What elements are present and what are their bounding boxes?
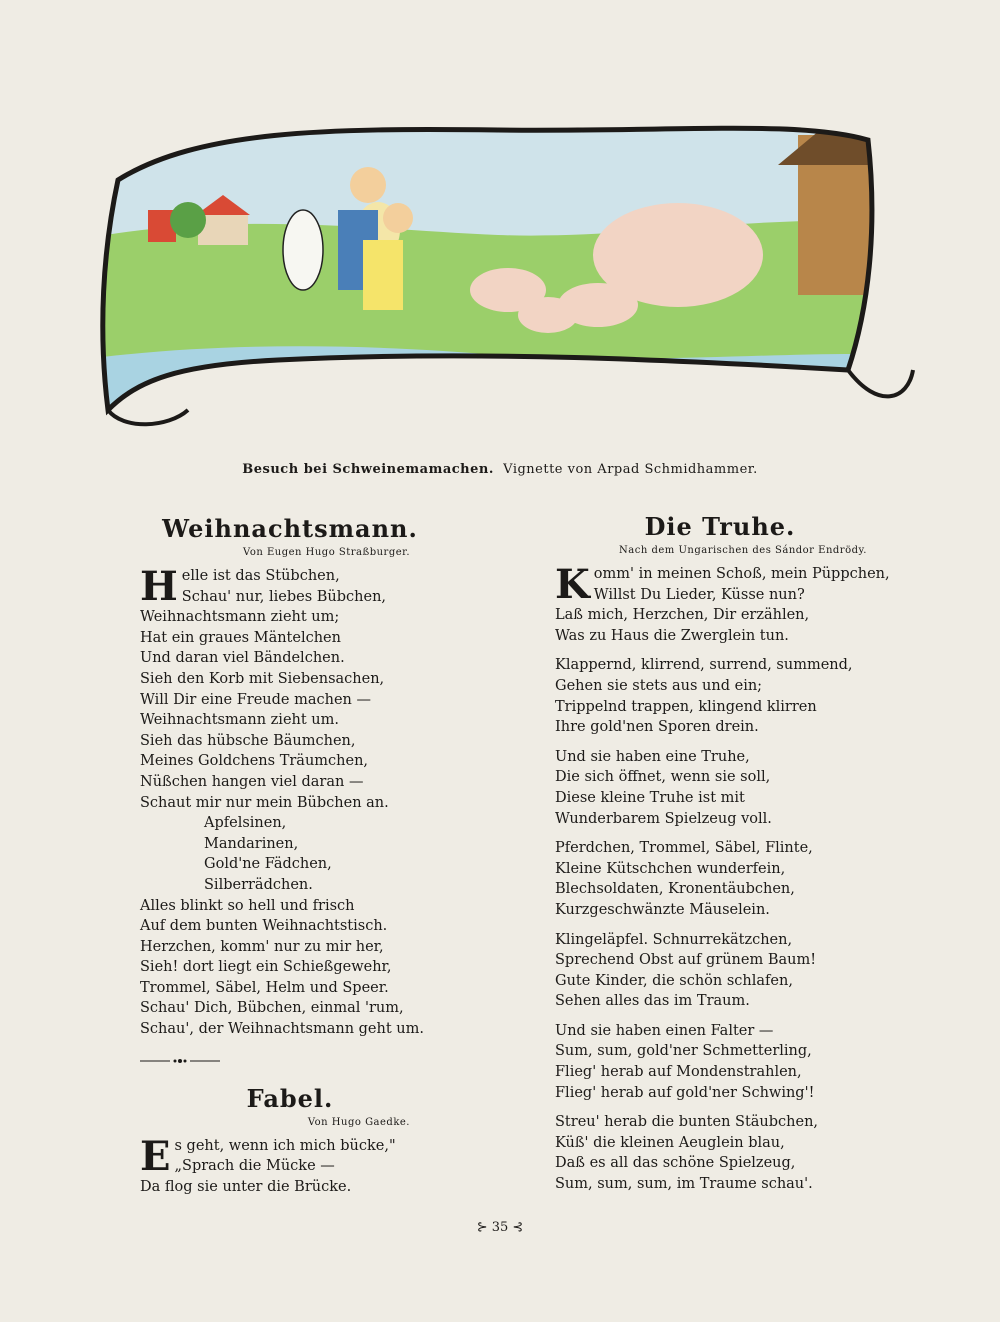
page-number-value: 35 xyxy=(491,1220,509,1235)
page-number: ⊱ 35 ⊰ xyxy=(476,1220,524,1235)
verse-line: Sum, sum, sum, im Traume schau'. xyxy=(555,1176,813,1193)
stanza xyxy=(555,838,885,920)
poem-byline: Nach dem Ungarischen des Sándor Endrödy. xyxy=(619,545,867,556)
verse-line: Schau' Dich, Bübchen, einmal 'rum, xyxy=(140,1000,404,1017)
verse-line: omm' in meinen Schoß, mein Püppchen, xyxy=(593,566,890,582)
caption-credit: Vignette von Arpad Schmidhammer. xyxy=(503,462,758,477)
vignette-caption xyxy=(0,462,1000,477)
verse-line: Da flog sie unter die Brücke. xyxy=(140,1178,352,1195)
verse-line: Diese kleine Truhe ist mit xyxy=(555,789,745,806)
stanza xyxy=(555,747,885,829)
stanza xyxy=(555,1112,885,1194)
verse-line: Die sich öffnet, wenn sie soll, xyxy=(555,769,771,786)
verse-line: Flieg' herab auf Mondenstrahlen, xyxy=(555,1064,802,1081)
verse-line: Gute Kinder, die schön schlafen, xyxy=(555,972,793,989)
poem-title: Fabel. xyxy=(246,1083,334,1113)
poem-verse xyxy=(555,561,890,1195)
verse-line: Sprechend Obst auf grünem Baum! xyxy=(555,952,817,969)
verse-line: Sieh den Korb mit Siebensachen, xyxy=(140,670,385,687)
verse-line: Meines Goldchens Träumchen, xyxy=(140,753,369,770)
vignette-illustration xyxy=(78,110,918,440)
verse-line: Daß es all das schöne Spielzeug, xyxy=(555,1155,796,1172)
verse-line: Schau', der Weihnachtsmann geht um. xyxy=(140,1021,424,1038)
poem-verse xyxy=(140,563,440,1040)
verse-line: Weihnachtsmann zieht um; xyxy=(140,609,340,626)
stanza xyxy=(555,930,885,1012)
verse-line: Sieh! dort liegt ein Schießgewehr, xyxy=(140,959,392,976)
verse-line: Klappernd, klirrend, surrend, summend, xyxy=(555,657,853,674)
verse-line: Apfelsinen, xyxy=(204,815,287,832)
verse-line: Sieh das hübsche Bäumchen, xyxy=(140,732,356,749)
verse-line: Und daran viel Bändelchen. xyxy=(140,650,345,667)
verse-line: Wunderbarem Spielzeug voll. xyxy=(555,810,772,827)
caption-title: Besuch bei Schweinemamachen. xyxy=(242,462,494,477)
verse-line: Kurzgeschwänzte Mäuselein. xyxy=(555,901,770,918)
verse-line: Weihnachtsmann zieht um. xyxy=(140,712,339,729)
verse-line: „Sprach die Mücke — xyxy=(174,1158,335,1175)
poem-byline: Von Hugo Gaedke. xyxy=(307,1116,410,1128)
poem-title: Die Truhe. xyxy=(644,512,796,541)
verse-line: Sehen alles das im Traum. xyxy=(555,993,750,1010)
verse-line: Was zu Haus die Zwerglein tun. xyxy=(555,627,789,644)
verse-line: Pferdchen, Trommel, Säbel, Flinte, xyxy=(555,840,813,857)
verse-line: Hat ein graues Mäntelchen xyxy=(140,629,341,646)
poem-title: Weihnachtsmann. xyxy=(162,514,418,543)
verse-line: Kleine Kütschchen wunderfein, xyxy=(555,860,786,877)
left-column xyxy=(140,514,440,1197)
verse-line: s geht, wenn ich mich bücke," xyxy=(174,1137,396,1154)
verse-line: Gold'ne Fädchen, xyxy=(204,856,332,873)
poem-verse xyxy=(140,1132,440,1198)
drop-cap: K xyxy=(555,561,590,608)
verse-line: Will Dir eine Freude machen — xyxy=(140,691,371,708)
verse-line: Und sie haben eine Truhe, xyxy=(555,748,750,765)
verse-line: Schaut mir nur mein Bübchen an. xyxy=(140,794,389,811)
verse-line: Schau' nur, liebes Bübchen, xyxy=(181,588,387,605)
verse-line: Auf dem bunten Weihnachtstisch. xyxy=(140,918,388,935)
poem-byline: Von Eugen Hugo Straßburger. xyxy=(243,547,410,558)
verse-line: Trommel, Säbel, Helm und Speer. xyxy=(140,979,389,996)
verse-line: Klingeläpfel. Schnurrekätzchen, xyxy=(555,931,793,948)
verse-line: Ihre gold'nen Sporen drein. xyxy=(555,719,759,736)
verse-line: Blechsoldaten, Kronentäubchen, xyxy=(555,881,795,898)
verse-line: Und sie haben einen Falter — xyxy=(555,1022,774,1039)
verse-line: Gehen sie stets aus und ein; xyxy=(555,677,763,694)
verse-line: Trippelnd trappen, klingend klirren xyxy=(555,698,817,715)
verse-line: Willst Du Lieder, Küsse nun? xyxy=(593,586,805,603)
verse-line: Flieg' herab auf gold'ner Schwing'! xyxy=(555,1084,815,1101)
verse-line: Küß' die kleinen Aeuglein blau, xyxy=(555,1134,785,1151)
stanza xyxy=(555,655,885,737)
right-column xyxy=(555,512,890,1204)
verse-line: Streu' herab die bunten Stäubchen, xyxy=(555,1114,819,1131)
verse-line: elle ist das Stübchen, xyxy=(181,568,340,584)
verse-line: Laß mich, Herzchen, Dir erzählen, xyxy=(555,607,810,624)
verse-line: Sum, sum, gold'ner Schmetterling, xyxy=(555,1043,812,1060)
verse-line: Alles blinkt so hell und frisch xyxy=(140,897,355,914)
drop-cap: H xyxy=(140,563,178,610)
stanza xyxy=(555,1021,885,1103)
stanza xyxy=(555,561,890,646)
verse-line: Mandarinen, xyxy=(204,835,299,852)
verse-line: Silberrädchen. xyxy=(204,876,313,893)
drop-cap: E xyxy=(140,1132,171,1180)
verse-line: Herzchen, komm' nur zu mir her, xyxy=(140,938,384,955)
verse-line: Nüßchen hangen viel daran — xyxy=(140,773,364,790)
ornament-divider xyxy=(140,1056,220,1066)
